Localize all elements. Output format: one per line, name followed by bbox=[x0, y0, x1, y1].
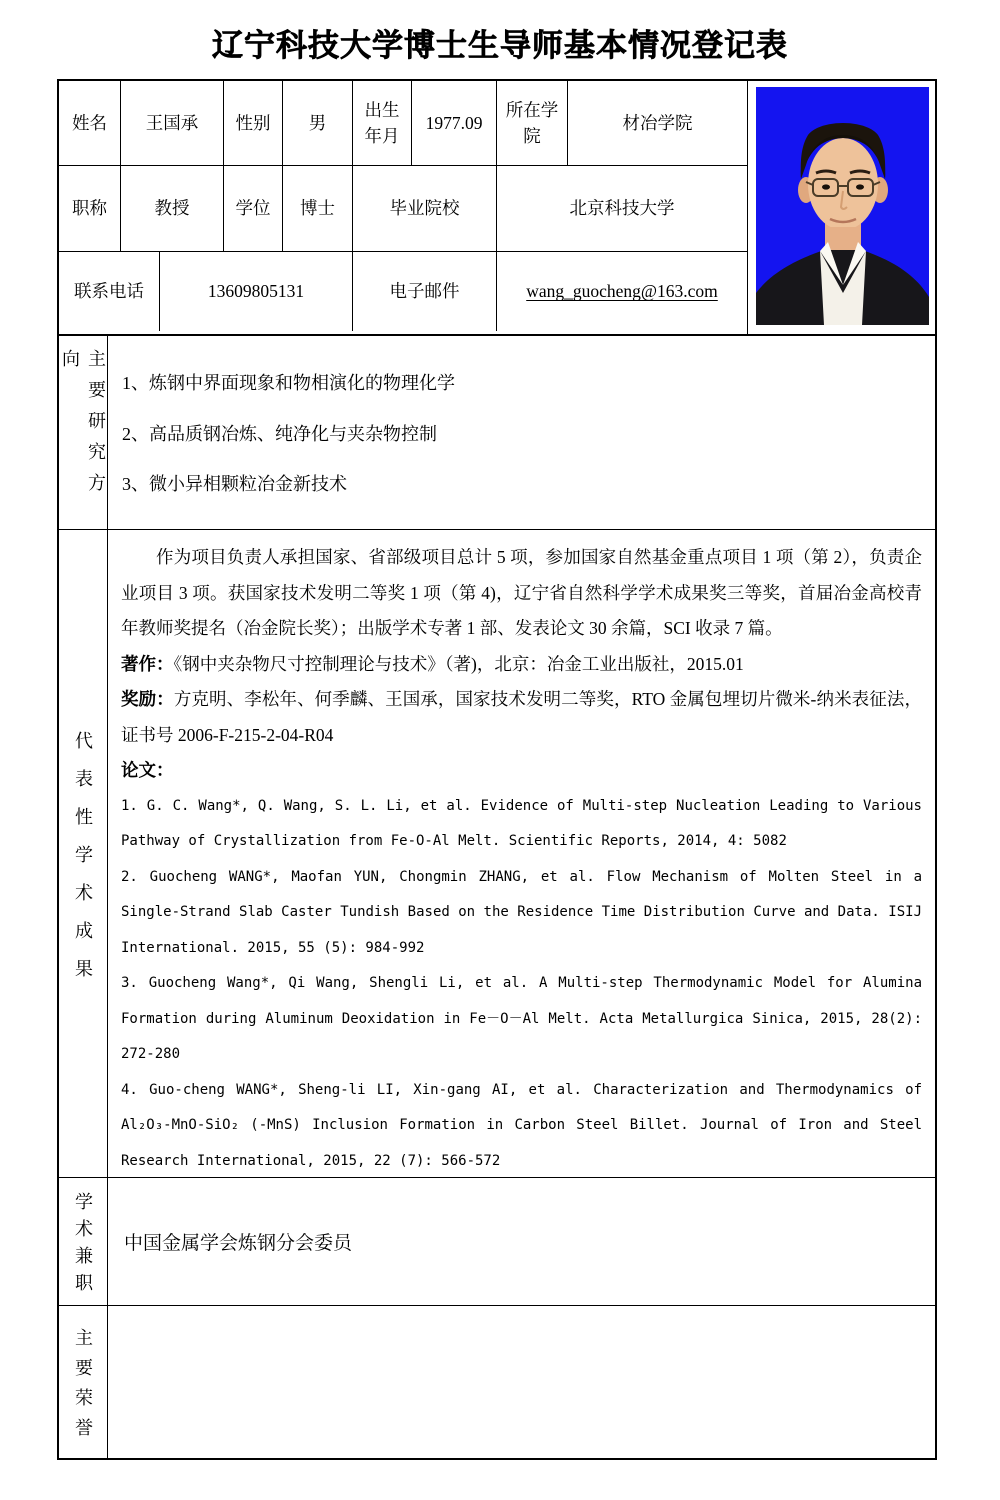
achievements-label bbox=[59, 530, 108, 1177]
registration-form-table bbox=[57, 79, 937, 1460]
achievements-label-text: 代表性学术成果 bbox=[73, 730, 93, 997]
email-label: 电子邮件 bbox=[353, 252, 497, 331]
college-value: 材冶学院 bbox=[622, 112, 693, 133]
book-text: 《钢中夹杂物尺寸控制理论与技术》（著)，北京：冶金工业出版社，2015.01 bbox=[173, 653, 744, 674]
achievements-intro: 作为项目负责人承担国家、省部级项目总计 5 项，参加国家自然基金重点项目 1 项（第 2），负责企业项目 3 项。获国家技术发明二等奖 1 项（第 4)，辽宁省自然科学学术成果奖三等奖，首届冶金高校青年教师奖提名（冶金院长奖）；出版学术专著 1 部、发表论文 30 余篇，SCI 收录 7 篇。 bbox=[121, 547, 922, 638]
table-row bbox=[59, 251, 747, 331]
list-item: 3、微小异相颗粒冶金新技术 bbox=[122, 474, 347, 495]
gender-value: 男 bbox=[283, 81, 353, 165]
name-label: 姓名 bbox=[59, 81, 121, 165]
main-honors-content bbox=[108, 1306, 935, 1458]
research-directions-label-text: 主要研究方向 bbox=[60, 349, 106, 504]
achievements-content bbox=[108, 530, 935, 1177]
paper-item: 2. Guocheng WANG*, Maofan YUN, Chongmin ZHANG, et al. Flow Mechanism of Molten Steel in a Single-Strand Slab Caster Tundish Based on the Residence Time Distribution Curve and Data. ISIJ International. 2015, 55 (5): 984-992 bbox=[121, 868, 922, 956]
birthdate-label: 出生年月 bbox=[353, 81, 412, 165]
paper-item: 1. G. C. Wang*, Q. Wang, S. L. Li, et al. Evidence of Multi-step Nucleation Leading to Various Pathway of Crystallization from Fe-O-Al Melt. Scientific Reports, 2014, 4: 5082 bbox=[121, 797, 922, 849]
college-label: 所在学院 bbox=[497, 81, 568, 165]
gender-label: 性别 bbox=[224, 81, 283, 165]
birthdate-value: 1977.09 bbox=[412, 81, 497, 165]
award-text: 方克明、李松年、何季麟、王国承，国家技术发明二等奖，RTO 金属包埋切片微米-纳米表征法，证书号 2006-F-215-2-04-R04 bbox=[121, 689, 922, 745]
personal-info-grid bbox=[59, 81, 747, 334]
section-research-directions bbox=[59, 335, 935, 529]
photo-cell bbox=[747, 81, 935, 334]
main-honors-label-text: 主要荣誉 bbox=[73, 1328, 93, 1448]
name-value: 王国承 bbox=[121, 81, 224, 165]
award-label: 奖励： bbox=[121, 689, 174, 709]
phone-label: 联系电话 bbox=[59, 252, 160, 331]
title-rank-label: 职称 bbox=[59, 166, 121, 251]
main-honors-label bbox=[59, 1306, 108, 1458]
alma-mater-label: 毕业院校 bbox=[353, 166, 497, 251]
research-directions-content bbox=[108, 336, 935, 529]
section-achievements bbox=[59, 529, 935, 1177]
degree-label: 学位 bbox=[224, 166, 283, 251]
section-academic-positions bbox=[59, 1177, 935, 1305]
paper-item: 4. Guo-cheng WANG*, Sheng-li LI, Xin-gang AI, et al. Characterization and Thermodynamics of Al₂O₃-MnO-SiO₂ (-MnS) Inclusion Formation in Carbon Steel Billet. Journal of Iron and Steel Research International, 2015, 22 (7): 566-572 bbox=[121, 1081, 922, 1169]
academic-positions-label-text: 学术兼职 bbox=[73, 1192, 93, 1300]
paper-item: 3. Guocheng Wang*, Qi Wang, Shengli Li, et al. A Multi-step Thermodynamic Model for Alumina Formation during Aluminum Deoxidation in Fe－O－Al Melt. Acta Metallurgica Sinica, 2015, 28(2): 272-280 bbox=[121, 975, 922, 1062]
phone-value: 13609805131 bbox=[160, 252, 353, 331]
personal-info-block bbox=[59, 81, 935, 335]
list-item: 1、炼钢中界面现象和物相演化的物理化学 bbox=[122, 372, 455, 393]
portrait-photo bbox=[756, 87, 929, 325]
book-line bbox=[121, 647, 922, 683]
award-line bbox=[121, 682, 922, 753]
page-title: 辽宁科技大学博士生导师基本情况登记表 bbox=[212, 28, 788, 63]
title-rank-value: 教授 bbox=[121, 166, 224, 251]
research-directions-label bbox=[59, 336, 108, 529]
section-main-honors bbox=[59, 1305, 935, 1458]
book-label: 著作： bbox=[121, 653, 174, 674]
academic-positions-label bbox=[59, 1178, 108, 1305]
list-item: 2、高品质钢冶炼、纯净化与夹杂物控制 bbox=[122, 423, 437, 444]
alma-mater-value: 北京科技大学 bbox=[569, 198, 675, 219]
table-row bbox=[59, 81, 747, 165]
papers-label: 论文： bbox=[121, 760, 174, 780]
email-link[interactable]: wang_guocheng@163.com bbox=[526, 281, 718, 302]
degree-value: 博士 bbox=[283, 166, 353, 251]
table-row bbox=[59, 165, 747, 251]
academic-positions-content: 中国金属学会炼钢分会委员 bbox=[124, 1233, 353, 1254]
